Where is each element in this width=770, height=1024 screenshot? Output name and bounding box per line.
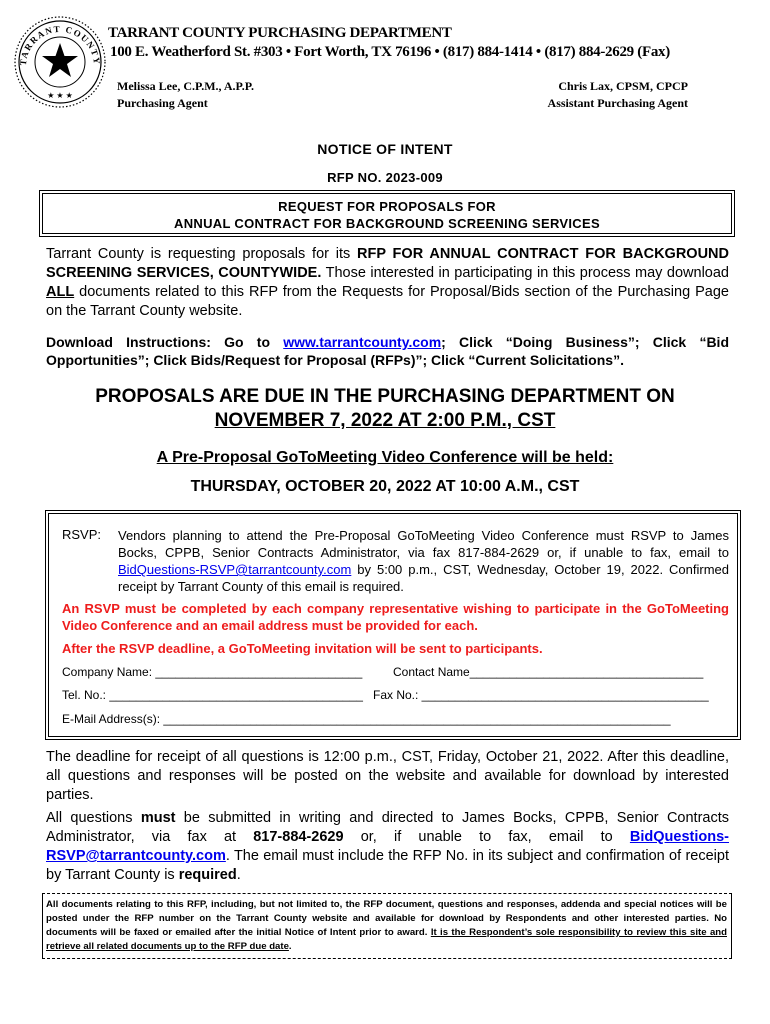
department-name: TARRANT COUNTY PURCHASING DEPARTMENT bbox=[108, 25, 452, 41]
due-line2: NOVEMBER 7, 2022 AT 2:00 P.M., CST bbox=[214, 410, 556, 431]
website-link[interactable]: www.tarrantcounty.com bbox=[283, 334, 442, 350]
company-name-field[interactable]: Company Name: _______________________________ bbox=[62, 665, 363, 679]
intro-text: Those interested in participating in this process may download bbox=[321, 265, 729, 281]
purchasing-agent-name: Melissa Lee, C.P.M., A.P.P. bbox=[117, 79, 254, 93]
questions-text: be submitted in writing and directed to James Bocks, CPPB, Senior Contracts Administrator, via fax at bbox=[46, 810, 730, 845]
fax-number: 817-884-2629 bbox=[253, 829, 344, 845]
seal-top-text: TARRANT COUNTY bbox=[17, 23, 103, 66]
download-instructions bbox=[46, 333, 729, 369]
fax-field[interactable]: Fax No.: ___________________________________________ bbox=[373, 688, 709, 702]
must-emphasis: must bbox=[140, 810, 176, 826]
conference-heading: A Pre-Proposal GoToMeeting Video Conference will be held: bbox=[156, 449, 614, 466]
assistant-agent-name: Chris Lax, CPSM, CPCP bbox=[558, 79, 688, 93]
footer-text: All documents relating to this RFP, including, but not limited to, the RFP document, questions and responses, addenda and special notices will be posted under the RFP number on the Tarrant County website and available for download by Respondents and other interested parties. No documents will be faxed or emailed after the initial Notice of Intent prior to award. bbox=[46, 899, 727, 938]
footer-text: . bbox=[288, 941, 292, 952]
questions-text: . The email must include the RFP No. in its subject and confirmation of receipt by Tarrant County is bbox=[46, 848, 729, 883]
request-title-line1: REQUEST FOR PROPOSALS FOR bbox=[278, 199, 496, 214]
download-text: ; Click “Doing Business”; Click “Bid Opportunities”; Click Bids/Request for Proposal (RFPs)”; Click “Current Solicitations”. bbox=[46, 334, 729, 368]
questions-paragraph bbox=[46, 809, 729, 885]
request-title-box bbox=[42, 193, 732, 234]
footer-notice-box bbox=[42, 893, 732, 959]
rsvp-email-link[interactable]: BidQuestions-RSVP@tarrantcounty.com bbox=[118, 562, 352, 577]
assistant-agent-title: Assistant Purchasing Agent bbox=[547, 96, 688, 110]
notice-title: NOTICE OF INTENT bbox=[317, 141, 453, 157]
intro-text: documents related to this RFP from the Requests for Proposal/Bids section of the Purchasing Page on the Tarrant County website. bbox=[46, 284, 729, 319]
download-text: Go to bbox=[210, 334, 284, 350]
contact-name-field[interactable]: Contact Name___________________________________ bbox=[393, 665, 704, 679]
email-field[interactable]: E-Mail Address(s): ____________________________________________________________________________ bbox=[62, 712, 671, 726]
footer-responsibility-text: It is the Respondent’s sole responsibility to review this site and retrieve all related documents up to the RFP due date bbox=[46, 927, 727, 952]
assistant-agent-block bbox=[548, 78, 688, 112]
questions-deadline-paragraph: The deadline for receipt of all questions is 12:00 p.m., CST, Friday, October 21, 2022. After this deadline, all questions and responses will be posted on the website and available for download by interested parties. bbox=[46, 749, 729, 803]
rsvp-text-part: by 5:00 p.m., CST, Wednesday, October 19, 2022. Confirmed receipt by Tarrant County of this email is required. bbox=[118, 562, 729, 594]
rsvp-text-part: Vendors planning to attend the Pre-Proposal GoToMeeting Video Conference must RSVP to James Bocks, CPPB, Senior Contracts Administrator, via fax 817-884-2629 or, if unable to fax, email to bbox=[118, 528, 729, 560]
intro-paragraph bbox=[46, 245, 729, 321]
tarrant-county-seal-icon bbox=[12, 14, 108, 110]
rsvp-text bbox=[118, 527, 729, 595]
rfp-number: RFP NO. 2023-009 bbox=[327, 170, 443, 185]
conference-date: THURSDAY, OCTOBER 20, 2022 AT 10:00 A.M., CST bbox=[190, 478, 580, 495]
required-emphasis: required bbox=[178, 867, 237, 883]
purchasing-agent-block bbox=[117, 78, 254, 112]
download-label: Download Instructions: bbox=[46, 334, 211, 350]
tel-field[interactable]: Tel. No.: ______________________________________ bbox=[62, 688, 363, 702]
rsvp-requirement-notice: An RSVP must be completed by each company representative wishing to participate in the GoToMeeting Video Conference and an email address must be provided for each. bbox=[62, 601, 729, 633]
intro-text: Tarrant County is requesting proposals for its bbox=[46, 246, 358, 262]
questions-email-link[interactable]: BidQuestions-RSVP@tarrantcounty.com bbox=[46, 829, 729, 864]
department-address: 100 E. Weatherford St. #303 • Fort Worth, TX 76196 • (817) 884-1414 • (817) 884-2629 (Fax) bbox=[110, 44, 670, 60]
rfp-title-bold: RFP FOR ANNUAL CONTRACT FOR BACKGROUND SCREENING SERVICES, COUNTYWIDE. bbox=[46, 246, 729, 281]
due-line1: PROPOSALS ARE DUE IN THE PURCHASING DEPARTMENT ON bbox=[95, 386, 675, 407]
rsvp-label: RSVP: bbox=[62, 527, 102, 542]
questions-text: All questions bbox=[46, 810, 141, 826]
svg-text:★ ★ ★: ★ ★ ★ bbox=[47, 91, 73, 100]
purchasing-agent-title: Purchasing Agent bbox=[117, 96, 208, 110]
rsvp-deadline-notice: After the RSVP deadline, a GoToMeeting invitation will be sent to participants. bbox=[62, 641, 543, 656]
questions-text: or, if unable to fax, email to bbox=[343, 829, 630, 845]
all-emphasis: ALL bbox=[46, 284, 75, 300]
request-title-line2: ANNUAL CONTRACT FOR BACKGROUND SCREENING SERVICES bbox=[174, 216, 600, 231]
questions-text: . bbox=[236, 867, 241, 883]
due-date-heading bbox=[0, 385, 770, 433]
